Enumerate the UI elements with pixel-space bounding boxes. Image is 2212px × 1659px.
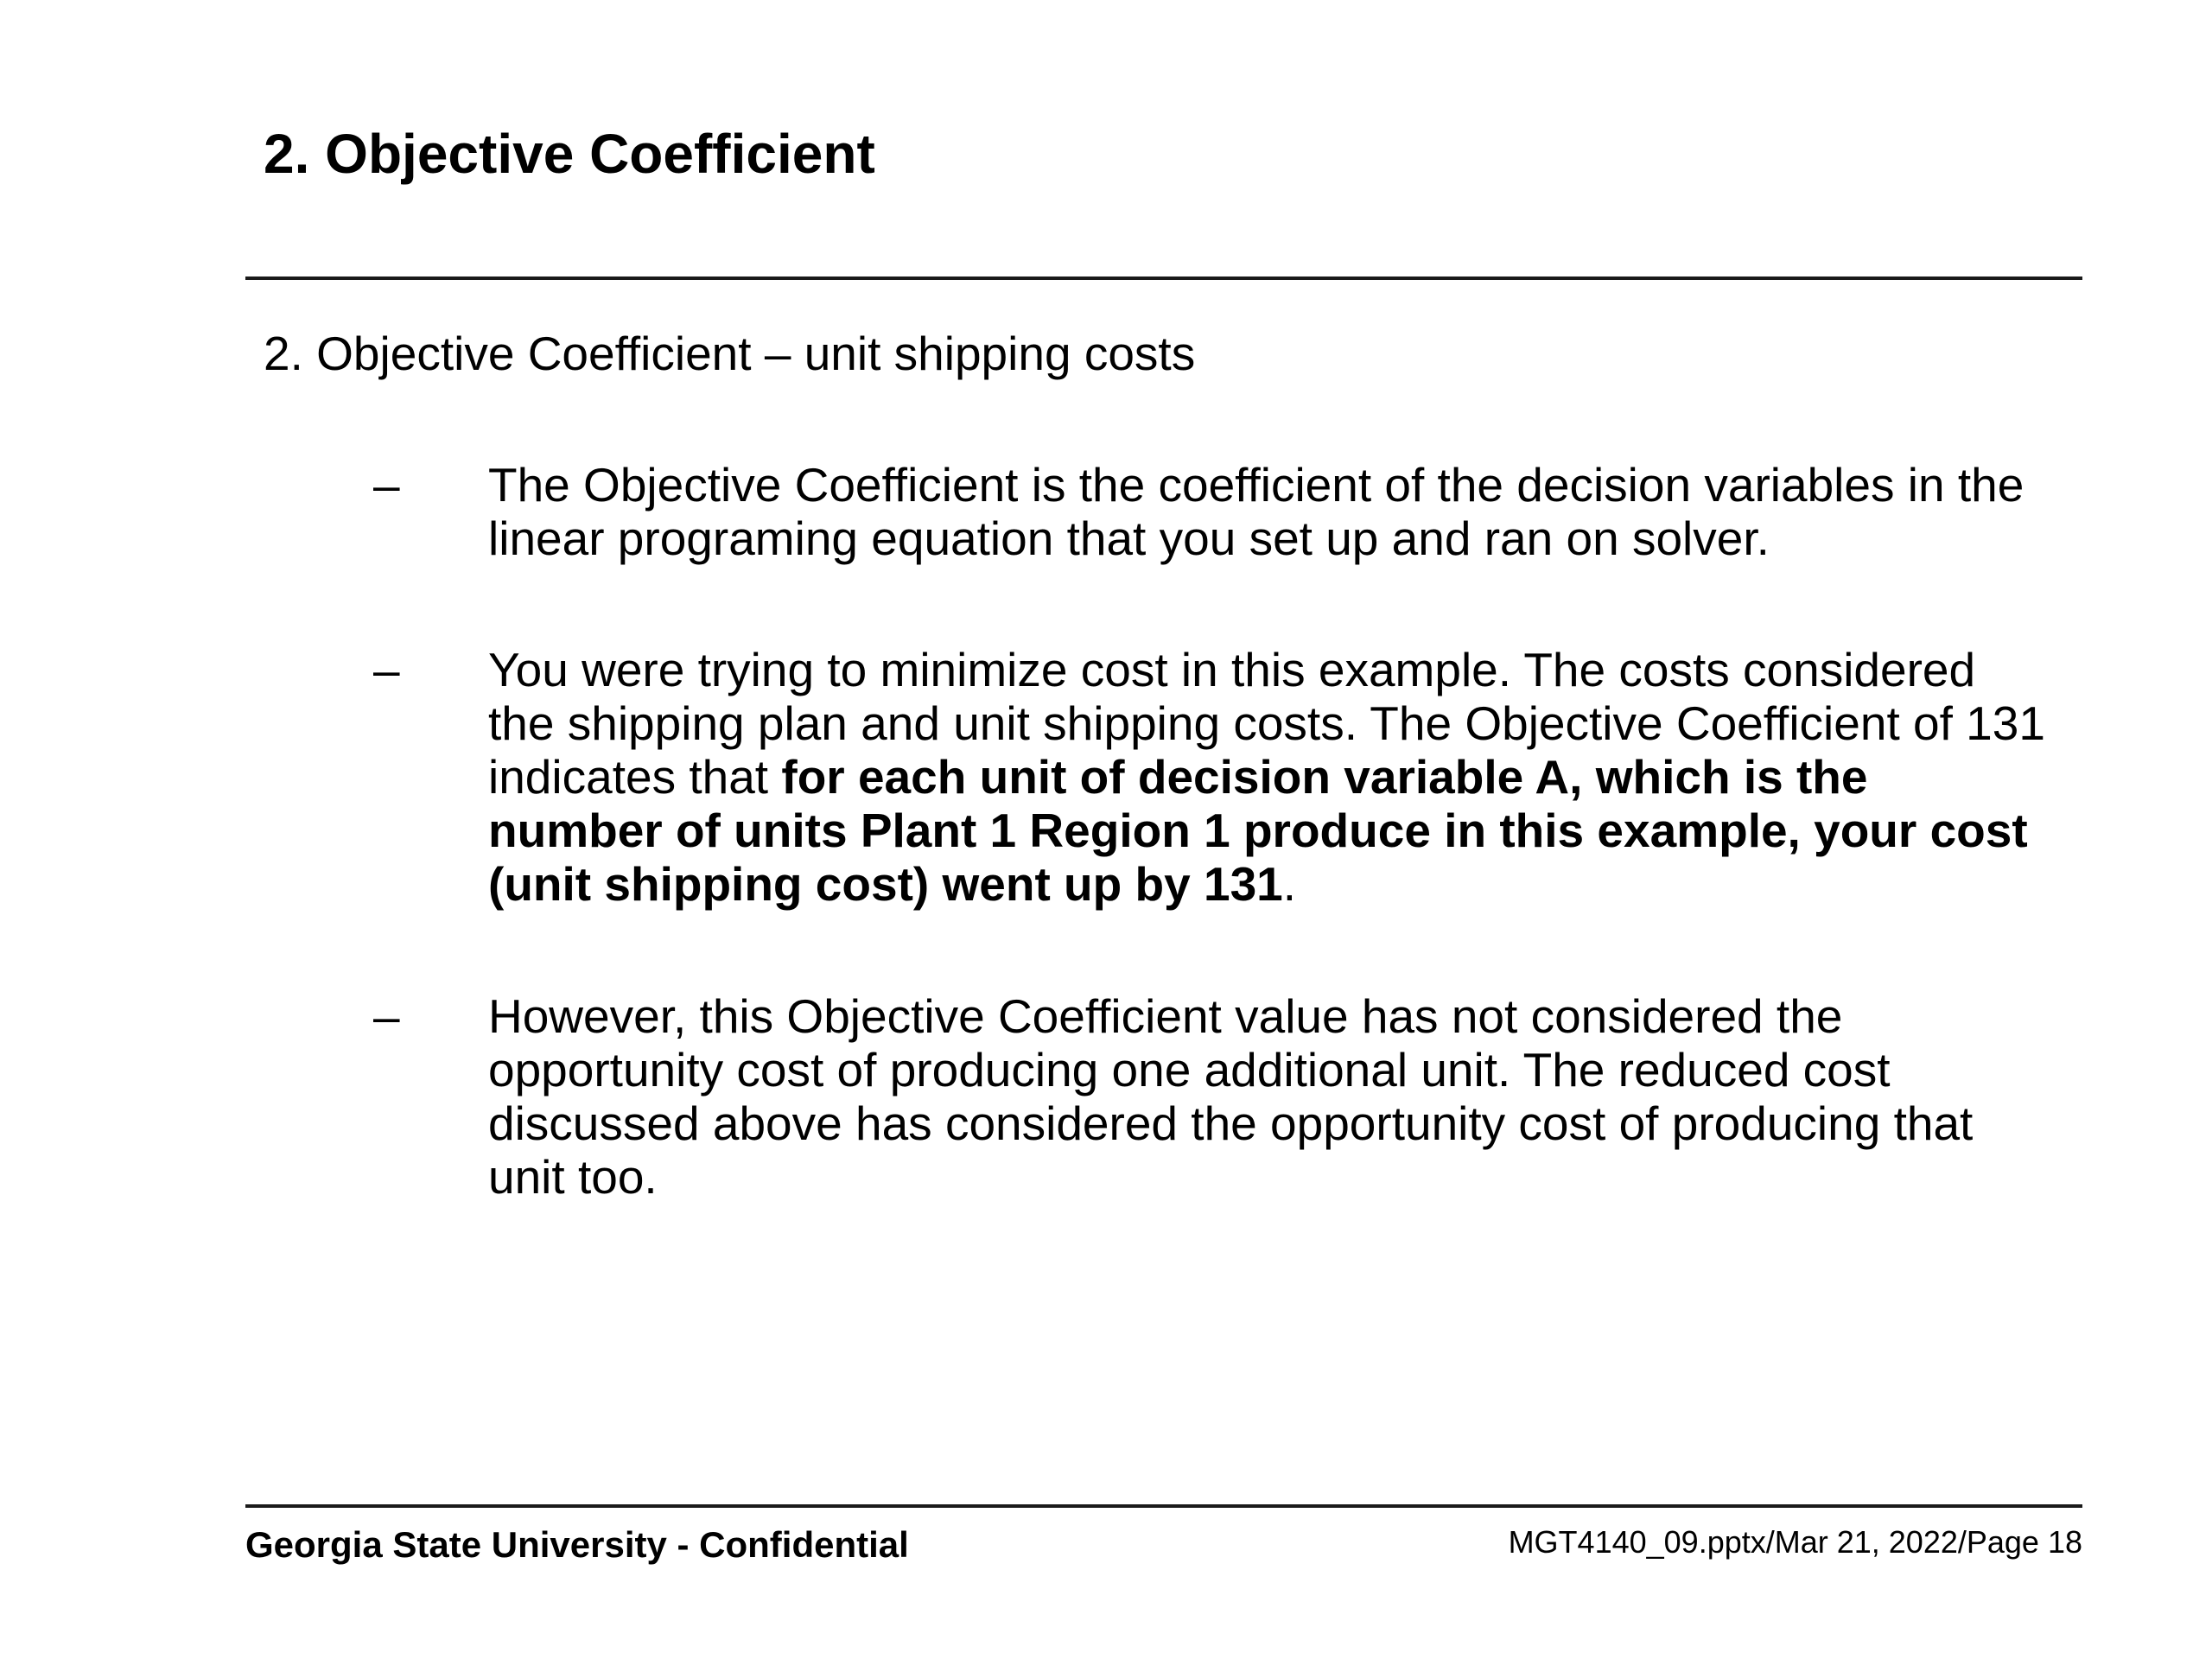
slide-subheading: 2. Objective Coefficient – unit shipping costs [264,327,1196,380]
bullet-text: The Objective Coefficient is the coefficient of the decision variables in the linear programing equation that you set up and ran on solver. [488,458,2024,565]
bullet-text-emphasis: for each unit of decision variable A, which is the number of units Plant 1 Region 1 produce in this example, your cost (unit shipping cost) went up by 131 [488,750,2028,911]
bullet-text-end: . [1282,857,1297,911]
bullet-text: However, this Objective Coefficient value has not considered the opportunity cost of producing one additional unit. The reduced cost discussed above has considered the opportunity cost of producing that unit too. [488,989,1974,1204]
slide-title: 2. Objective Coefficient [264,123,875,185]
footer-confidential-label: Georgia State University - Confidential [245,1524,909,1565]
footer-divider [245,1504,2082,1508]
bullet-dash: – [373,458,400,512]
bullet-text [488,643,2052,911]
bullet-dash: – [373,643,400,696]
bullet-dash: – [373,989,400,1043]
title-divider [245,276,2082,280]
bullet-text-regular: You were trying to minimize cost in this example. The costs considered the shipping plan and unit shipping costs. The Objective Coefficient of 131 indicates that [488,643,2045,804]
footer-page-info: MGT4140_09.pptx/Mar 21, 2022/Page 18 [1508,1524,2082,1560]
